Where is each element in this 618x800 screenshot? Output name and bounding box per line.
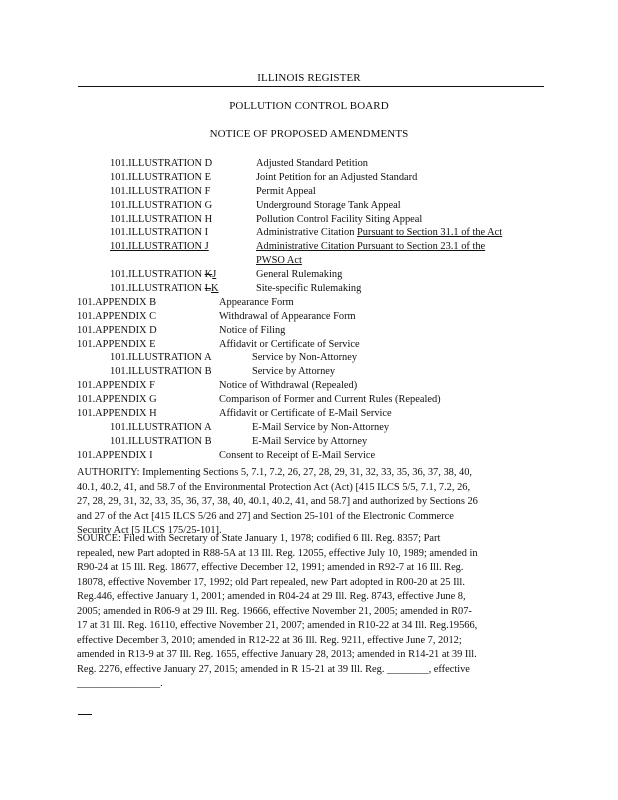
toc-section-number: [110, 365, 212, 379]
toc-section-title: [256, 226, 502, 240]
toc-row: [0, 240, 618, 254]
table-of-contents: [0, 157, 618, 463]
toc-section-number: [110, 199, 212, 213]
text-run: Appearance Form: [219, 296, 294, 308]
register-title: ILLINOIS REGISTER: [257, 72, 361, 84]
source-paragraph: [77, 532, 543, 692]
toc-row: [0, 254, 618, 268]
toc-section-title: [256, 282, 361, 296]
toc-section-number: [110, 268, 216, 282]
text-run: 101.ILLUSTRATION H: [110, 213, 213, 225]
authority-line: AUTHORITY: Implementing Sections 5, 7.1, 7.2, 26, 27, 28, 29, 31, 32, 33, 35, 36, 37, 38, 40,: [77, 467, 473, 478]
source-line: amended in R13-9 at 37 Ill. Reg. 1655, effective January 28, 2013; amended in R14-21 at 39 Ill.: [77, 649, 477, 660]
toc-section-number: [110, 213, 212, 227]
text-run: Notice of Withdrawal (Repealed): [219, 380, 358, 392]
toc-section-title: [219, 379, 357, 393]
toc-section-title: [252, 435, 367, 449]
toc-row: [0, 449, 618, 463]
toc-section-number: [110, 282, 219, 296]
toc-section-number: [77, 379, 155, 393]
toc-section-title: [219, 324, 285, 338]
toc-section-title: [256, 157, 368, 171]
toc-section-title: [256, 185, 316, 199]
toc-section-title: [219, 310, 356, 324]
authority-line: and 27 of the Act [415 ILCS 5/26 and 27] and Section 25-101 of the Electronic Commerce: [77, 510, 454, 522]
toc-row: [0, 379, 618, 393]
toc-section-title: [256, 171, 417, 185]
toc-section-title: [256, 268, 342, 282]
inserted-text: Administrative Citation Pursuant to Section 23.1 of the: [256, 241, 486, 253]
text-run: Site-specific Rulemaking: [256, 283, 362, 295]
text-run: 101.ILLUSTRATION G: [110, 199, 213, 211]
toc-row: [0, 310, 618, 324]
text-run: E-Mail Service by Non-Attorney: [252, 421, 390, 433]
toc-row: [0, 421, 618, 435]
toc-section-number: [77, 324, 157, 338]
toc-section-title: [252, 421, 389, 435]
toc-row: [0, 365, 618, 379]
toc-row: [0, 282, 618, 296]
text-run: 101.APPENDIX B: [77, 296, 157, 308]
text-run: Joint Petition for an Adjusted Standard: [256, 171, 418, 183]
text-run: E-Mail Service by Attorney: [252, 435, 368, 447]
text-run: 101.ILLUSTRATION: [110, 283, 205, 295]
toc-row: [0, 213, 618, 227]
toc-section-number: [110, 185, 210, 199]
toc-row: [0, 171, 618, 185]
toc-row: [0, 226, 618, 240]
toc-row: [0, 435, 618, 449]
toc-section-number: [110, 421, 212, 435]
text-run: 101.ILLUSTRATION A: [110, 421, 212, 433]
text-run: 101.APPENDIX I: [77, 449, 153, 461]
text-run: 101.ILLUSTRATION I: [110, 227, 209, 239]
text-run: 101.ILLUSTRATION F: [110, 185, 211, 197]
text-run: Consent to Receipt of E-Mail Service: [219, 449, 376, 461]
inserted-text: Pursuant to Section 31.1 of the Act: [357, 227, 503, 239]
text-run: 101.APPENDIX E: [77, 338, 156, 350]
source-line: R90-24 at 15 Ill. Reg. 18677, effective December 12, 1991; amended in R92-7 at 16 Ill. Reg.: [77, 562, 464, 573]
inserted-text: K: [211, 283, 219, 295]
source-line: effective December 3, 2010; amended in R12-22 at 36 Ill. Reg. 9211, effective June 7, 2012;: [77, 634, 462, 646]
toc-row: [0, 268, 618, 282]
toc-row: [0, 393, 618, 407]
toc-section-title: [256, 213, 422, 227]
source-line: Reg. 2276, effective January 27, 2015; amended in R 15-21 at 39 Ill. Reg. ________, effective: [77, 663, 470, 675]
toc-section-number: [77, 407, 157, 421]
toc-section-title: [256, 254, 302, 268]
toc-section-title: [256, 199, 401, 213]
toc-row: [0, 296, 618, 310]
source-line: Reg.446, effective January 1, 2001; amended in R04-24 at 29 Ill. Reg. 8743, effective June 8,: [77, 591, 466, 602]
text-run: Affidavit or Certificate of E-Mail Service: [219, 408, 392, 420]
toc-section-number: [77, 296, 156, 310]
toc-row: [0, 351, 618, 365]
source-line: repealed, new Part adopted in R88-5A at 13 Ill. Reg. 12055, effective July 10, 1989; amended in: [77, 547, 478, 559]
toc-row: [0, 199, 618, 213]
text-run: Comparison of Former and Current Rules (Repealed): [219, 394, 441, 406]
toc-row: [0, 324, 618, 338]
text-run: Administrative Citation: [256, 227, 358, 239]
toc-section-number: [110, 226, 208, 240]
text-run: General Rulemaking: [256, 269, 343, 281]
text-run: 101.ILLUSTRATION A: [110, 352, 212, 364]
notice-title: NOTICE OF PROPOSED AMENDMENTS: [209, 128, 409, 140]
deleted-text: K: [204, 269, 213, 281]
text-run: 101.APPENDIX G: [77, 394, 157, 406]
text-run: 101.APPENDIX D: [77, 324, 157, 336]
toc-section-title: [219, 393, 441, 407]
text-run: 101.APPENDIX F: [77, 380, 155, 392]
toc-section-number: [77, 338, 156, 352]
authority-line: 27, 28, 29, 31, 32, 33, 35, 36, 37, 38, 40, 40.1, 40.2, 41, and 58.7] and authorized by Sections 26: [77, 496, 478, 507]
header-rule: [78, 86, 544, 87]
toc-section-title: [256, 240, 485, 254]
text-run: Notice of Filing: [219, 324, 286, 336]
authority-line: Security Act [5 ILCS 175/25-101].: [77, 525, 222, 536]
toc-section-number: [77, 449, 153, 463]
toc-section-number: [77, 393, 157, 407]
toc-section-number: [110, 435, 212, 449]
toc-section-number: [110, 157, 212, 171]
source-line: 2005; amended in R06-9 at 29 Ill. Reg. 19666, effective November 21, 2005; amended in R07-: [77, 605, 472, 617]
text-run: 101.ILLUSTRATION D: [110, 158, 213, 169]
text-run: 101.APPENDIX H: [77, 408, 157, 420]
toc-section-number: [110, 351, 212, 365]
text-run: Withdrawal of Appearance Form: [219, 310, 356, 322]
toc-section-number: [110, 240, 209, 254]
inserted-text: J: [212, 269, 217, 281]
text-run: 101.ILLUSTRATION B: [110, 366, 212, 378]
footnote-rule: [78, 714, 92, 715]
authority-paragraph: [77, 466, 543, 539]
toc-row: [0, 157, 618, 171]
inserted-text: PWSO Act: [256, 255, 302, 267]
text-run: 101.ILLUSTRATION: [110, 269, 205, 281]
toc-section-title: [219, 449, 375, 463]
text-run: 101.APPENDIX C: [77, 310, 157, 322]
text-run: Adjusted Standard Petition: [256, 158, 368, 169]
text-run: 101.ILLUSTRATION B: [110, 435, 212, 447]
toc-section-title: [252, 351, 357, 365]
toc-section-number: [110, 171, 211, 185]
source-line: 18078, effective November 17, 1992; old Part repealed, new Part adopted in R00-20 at 25 Ill.: [77, 576, 465, 588]
text-run: Underground Storage Tank Appeal: [256, 199, 401, 211]
inserted-text: 101.ILLUSTRATION J: [110, 241, 209, 253]
text-run: Service by Non-Attorney: [252, 352, 358, 364]
text-run: Affidavit or Certificate of Service: [219, 338, 360, 350]
source-line: SOURCE: Filed with Secretary of State January 1, 1978; codified 6 Ill. Reg. 8357; Part: [77, 533, 441, 544]
text-run: 101.ILLUSTRATION E: [110, 171, 212, 183]
deleted-text: L: [204, 283, 212, 295]
text-run: Permit Appeal: [256, 185, 316, 197]
toc-section-title: [219, 407, 392, 421]
toc-row: [0, 338, 618, 352]
toc-row: [0, 185, 618, 199]
board-title: POLLUTION CONTROL BOARD: [229, 100, 389, 112]
source-line: 17 at 31 Ill. Reg. 16110, effective November 21, 2007; amended in R10-22 at 34 Ill. Reg.19566,: [77, 620, 478, 631]
text-run: Service by Attorney: [252, 366, 336, 378]
toc-section-number: [77, 310, 156, 324]
toc-row: [0, 407, 618, 421]
toc-section-title: [219, 338, 360, 352]
toc-section-title: [219, 296, 294, 310]
source-line: ________________.: [77, 678, 163, 689]
authority-line: 40.1, 40.2, 41, and 58.7 of the Environmental Protection Act (Act) [415 ILCS 5/5, 7.1, 7.2, 26,: [77, 481, 471, 493]
toc-section-title: [252, 365, 335, 379]
text-run: Pollution Control Facility Siting Appeal: [256, 213, 423, 225]
